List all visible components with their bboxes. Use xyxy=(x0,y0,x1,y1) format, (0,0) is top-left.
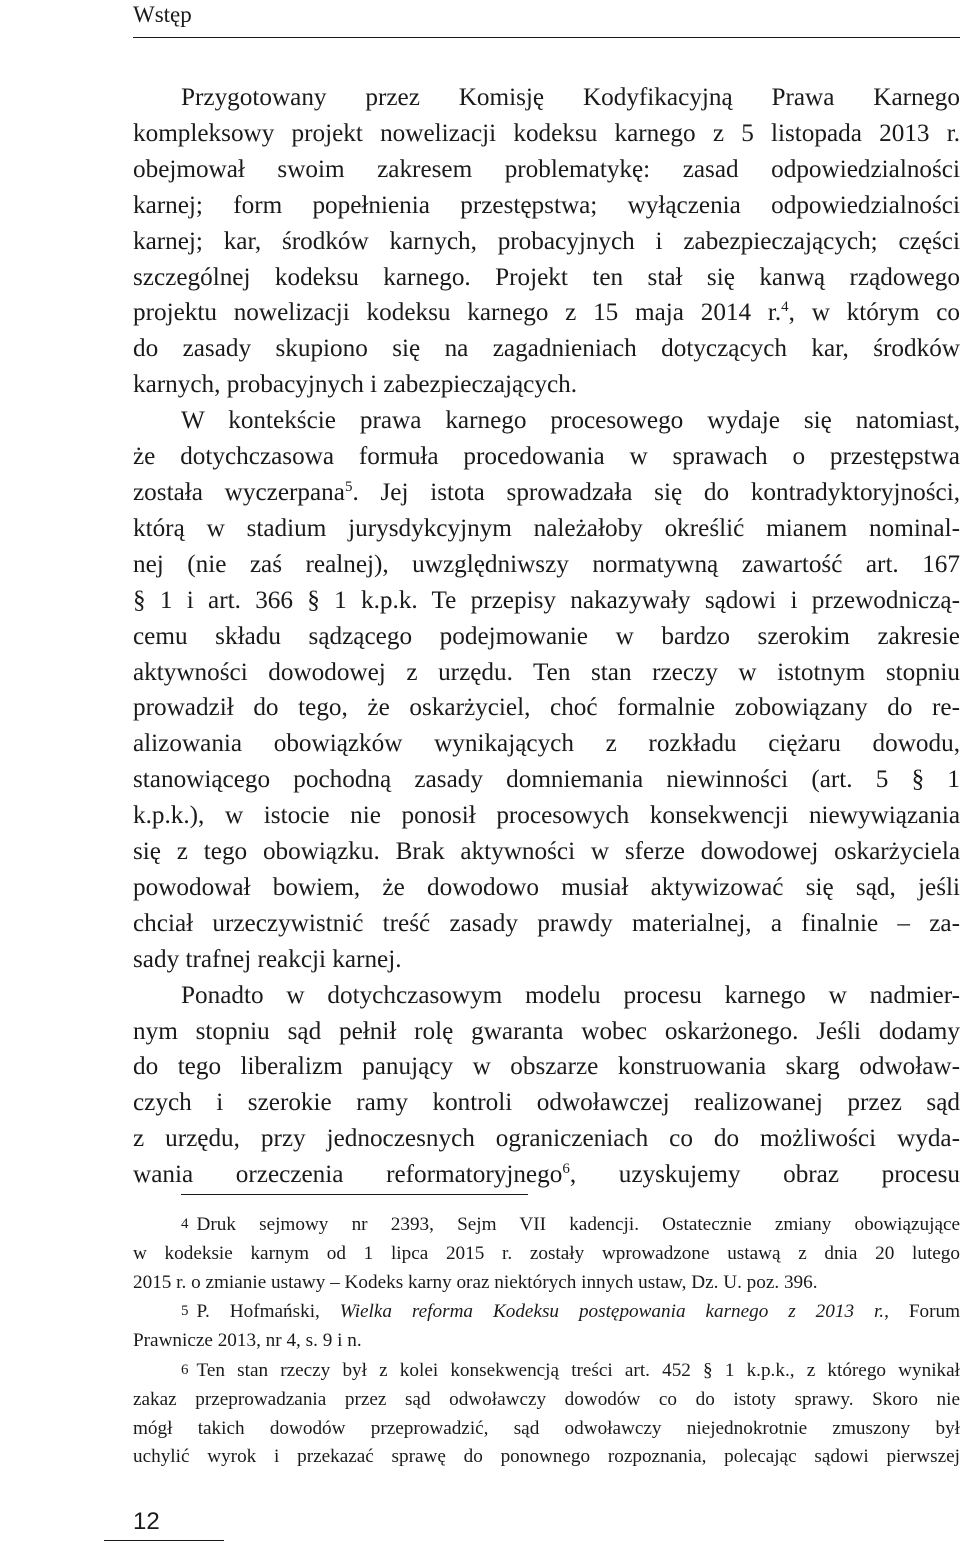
footnote-ref[interactable]: 5 xyxy=(344,478,353,495)
text-fragment: P. Hofmański, xyxy=(196,1301,340,1323)
text-line: aktywności dowodowej z urzędu. Ten stan rzeczy w istotnym stopniu xyxy=(133,658,960,686)
cited-title: Wielka reforma Kodeksu postępowania karnego z 2013 r. xyxy=(339,1301,885,1323)
text-line: z urzędu, przy jednoczesnych ograniczeniach co do możliwości wyda- xyxy=(133,1125,960,1153)
text-line: powodował bowiem, że dowodowo musiał aktywizować się sąd, jeśli xyxy=(133,873,960,901)
text-fragment: , uzyskujemy obraz procesu xyxy=(569,1161,960,1189)
footnote-ref[interactable]: 4 xyxy=(781,299,789,316)
text-line: czych i szerokie ramy kontroli odwoławczej realizowanej przez sąd xyxy=(133,1089,960,1117)
running-head-title: Wstęp xyxy=(133,2,192,27)
text-line xyxy=(133,295,960,331)
text-line: sady trafnej reakcji karnej. xyxy=(133,945,402,973)
text-line: cemu składu sądzącego podejmowanie w bardzo szerokim zakresie xyxy=(133,622,960,650)
footnote-separator xyxy=(181,1194,528,1195)
text-line: się z tego obowiązku. Brak aktywności w sferze dowodowej oskarżyciela xyxy=(133,838,960,866)
footnote-line: w kodeksie karnym od 1 lipca 2015 r. zostały wprowadzone ustawą z dnia 20 lutego xyxy=(133,1242,960,1264)
text-line: szczególnej kodeksu karnego. Projekt ten stał się kanwą rządowego xyxy=(133,263,960,291)
footnote-mark: 6 xyxy=(181,1361,189,1378)
page-number: 12 xyxy=(133,1508,160,1535)
text-fragment: wania orzeczenia reformatoryjnego xyxy=(133,1161,563,1189)
footnote-line: Prawnicze 2013, nr 4, s. 9 i n. xyxy=(133,1330,362,1352)
text-line: do tego liberalizm panujący w obszarze konstruowania skarg odwoław- xyxy=(133,1053,960,1081)
text-fragment: , Forum xyxy=(884,1301,960,1323)
footnote-line: 2015 r. o zmianie ustawy – Kodeks karny oraz niektórych innych ustaw, Dz. U. poz. 396. xyxy=(133,1271,818,1293)
text-line: do zasady skupiono się na zagadnieniach dotyczących kar, środków xyxy=(133,335,960,363)
text-line: kompleksowy projekt nowelizacji kodeksu karnego z 5 listopada 2013 r. xyxy=(133,119,960,147)
text-line: którą w stadium jurysdykcyjnym należałoby określić mianem nominal- xyxy=(133,514,960,542)
footnotes xyxy=(133,1210,960,1472)
footnote-line xyxy=(133,1356,960,1386)
text-line: § 1 i art. 366 § 1 k.p.k. Te przepisy nakazywały sądowi i przewodniczą- xyxy=(133,586,960,614)
text-line xyxy=(133,475,960,511)
text-fragment: Druk sejmowy nr 2393, Sejm VII kadencji. Ostatecznie zmiany obowiązujące xyxy=(196,1214,960,1235)
main-text xyxy=(133,80,960,1193)
text-fragment: . Jej istota sprowadzała się do kontradyktoryjności, xyxy=(352,478,960,506)
page-number-rule xyxy=(104,1540,224,1541)
header-rule xyxy=(133,37,960,38)
text-line: że dotychczasowa formuła procedowania w sprawach o przestępstwa xyxy=(133,443,960,471)
text-line: alizowania obowiązków wynikających z rozkładu ciężaru dowodu, xyxy=(133,730,960,758)
text-line xyxy=(133,1157,960,1193)
text-line: karnej; form popełnienia przestępstwa; wyłączenia odpowiedzialności xyxy=(133,191,960,219)
text-line: karnej; kar, środków karnych, probacyjnych i zabezpieczających; części xyxy=(133,227,960,255)
text-line: Przygotowany przez Komisję Kodyfikacyjną Prawa Karnego xyxy=(181,84,960,111)
text-fragment: , w którym co xyxy=(788,299,960,327)
text-line: k.p.k.), w istocie nie ponosił procesowych konsekwencji niewywiązania xyxy=(133,802,960,830)
footnote-mark: 5 xyxy=(181,1303,189,1320)
footnote-line: uchylić wyrok i przekazać sprawę do ponownego rozpoznania, polecając sądowi pierwszej xyxy=(133,1446,960,1468)
text-line: obejmował swoim zakresem problematykę: zasad odpowiedzialności xyxy=(133,155,960,183)
footnote-line xyxy=(133,1297,960,1327)
text-line: karnych, probacyjnych i zabezpieczających. xyxy=(133,371,578,399)
text-fragment: Ten stan rzeczy był z kolei konsekwencją treści art. 452 § 1 k.p.k., z którego wynikał xyxy=(196,1359,960,1381)
text-fragment: została wyczerpana xyxy=(133,478,345,506)
text-line: prowadził do tego, że oskarżyciel, choć formalnie zobowiązany do re- xyxy=(133,694,960,722)
text-line: nym stopniu sąd pełnił rolę gwaranta wobec oskarżonego. Jeśli dodamy xyxy=(133,1017,960,1045)
text-line: Ponadto w dotychczasowym modelu procesu karnego w nadmier- xyxy=(181,981,960,1009)
footnote-line xyxy=(133,1210,960,1240)
footnote-line: mógł takich dowodów przeprowadzić, sąd odwoławczy niejednokrotnie zmuszony był xyxy=(133,1417,960,1439)
text-line: W kontekście prawa karnego procesowego wydaje się natomiast, xyxy=(181,407,960,435)
footnote-ref[interactable]: 6 xyxy=(562,1161,570,1178)
text-line: stanowiącego pochodną zasady domniemania niewinności (art. 5 § 1 xyxy=(133,766,960,794)
text-line: nej (nie zaś realnej), uwzględniwszy normatywną zawartość art. 167 xyxy=(133,550,960,578)
footnote-mark: 4 xyxy=(181,1216,189,1232)
text-line: chciał urzeczywistnić treść zasady prawdy materialnej, a finalnie – za- xyxy=(133,909,960,937)
footnote-line: zakaz przeprowadzania przez sąd odwoławczy dowodów co do istoty sprawy. Skoro nie xyxy=(133,1388,960,1410)
text-fragment: projektu nowelizacji kodeksu karnego z 15 maja 2014 r. xyxy=(133,299,782,327)
